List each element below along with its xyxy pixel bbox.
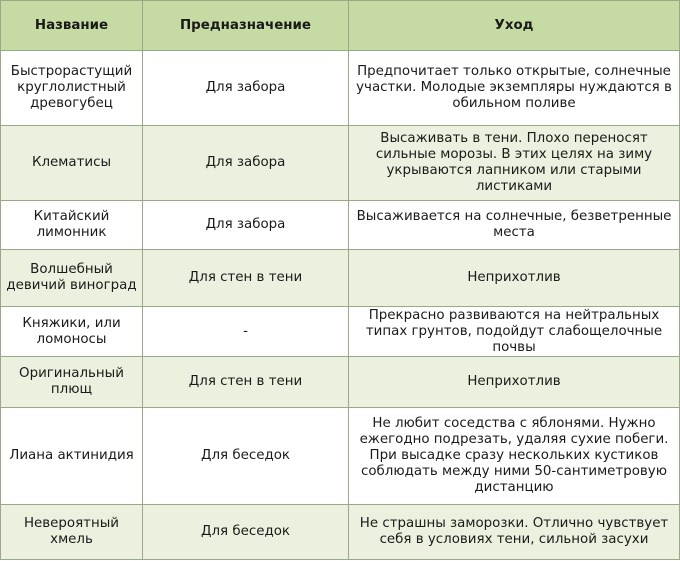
cell-purpose: - [143, 307, 349, 357]
cell-name: Волшебный девичий виноград [1, 250, 143, 307]
cell-care: Прекрасно развиваются на нейтральных типах грунтов, подойдут слабощелочные почвы [349, 307, 680, 357]
table-row [1, 505, 680, 560]
cell-name: Невероятный хмель [1, 505, 143, 560]
header-name: Название [1, 1, 143, 51]
table-row [1, 357, 680, 408]
cell-name: Быстрорастущий круглолистный древогубец [1, 51, 143, 126]
cell-purpose: Для забора [143, 51, 349, 126]
table-row [1, 307, 680, 357]
table-row [1, 250, 680, 307]
cell-name: Лиана актинидия [1, 408, 143, 505]
cell-care: Предпочитает только открытые, солнечные участки. Молодые экземпляры нуждаются в обильном поливе [349, 51, 680, 126]
header-purpose: Предназначение [143, 1, 349, 51]
cell-name: Княжики, или ломоносы [1, 307, 143, 357]
table-row [1, 201, 680, 250]
cell-purpose: Для стен в тени [143, 357, 349, 408]
cell-care: Высаживать в тени. Плохо переносят сильные морозы. В этих целях на зиму укрываются лапником или старыми листиками [349, 126, 680, 201]
header-row [1, 1, 680, 51]
cell-care: Высаживается на солнечные, безветренные места [349, 201, 680, 250]
table-row [1, 51, 680, 126]
cell-purpose: Для забора [143, 126, 349, 201]
cell-name: Оригинальный плющ [1, 357, 143, 408]
table-row [1, 408, 680, 505]
cell-care: Не страшны заморозки. Отлично чувствует себя в условиях тени, сильной засухи [349, 505, 680, 560]
table-row [1, 126, 680, 201]
cell-purpose: Для беседок [143, 505, 349, 560]
cell-care: Неприхотлив [349, 357, 680, 408]
cell-purpose: Для забора [143, 201, 349, 250]
cell-purpose: Для стен в тени [143, 250, 349, 307]
cell-care: Неприхотлив [349, 250, 680, 307]
header-care: Уход [349, 1, 680, 51]
cell-name: Китайский лимонник [1, 201, 143, 250]
cell-name: Клематисы [1, 126, 143, 201]
cell-care: Не любит соседства с яблонями. Нужно ежегодно подрезать, удаляя сухие побеги. При высадке сразу нескольких кустиков соблюдать между ними 50-сантиметровую дистанцию [349, 408, 680, 505]
cell-purpose: Для беседок [143, 408, 349, 505]
